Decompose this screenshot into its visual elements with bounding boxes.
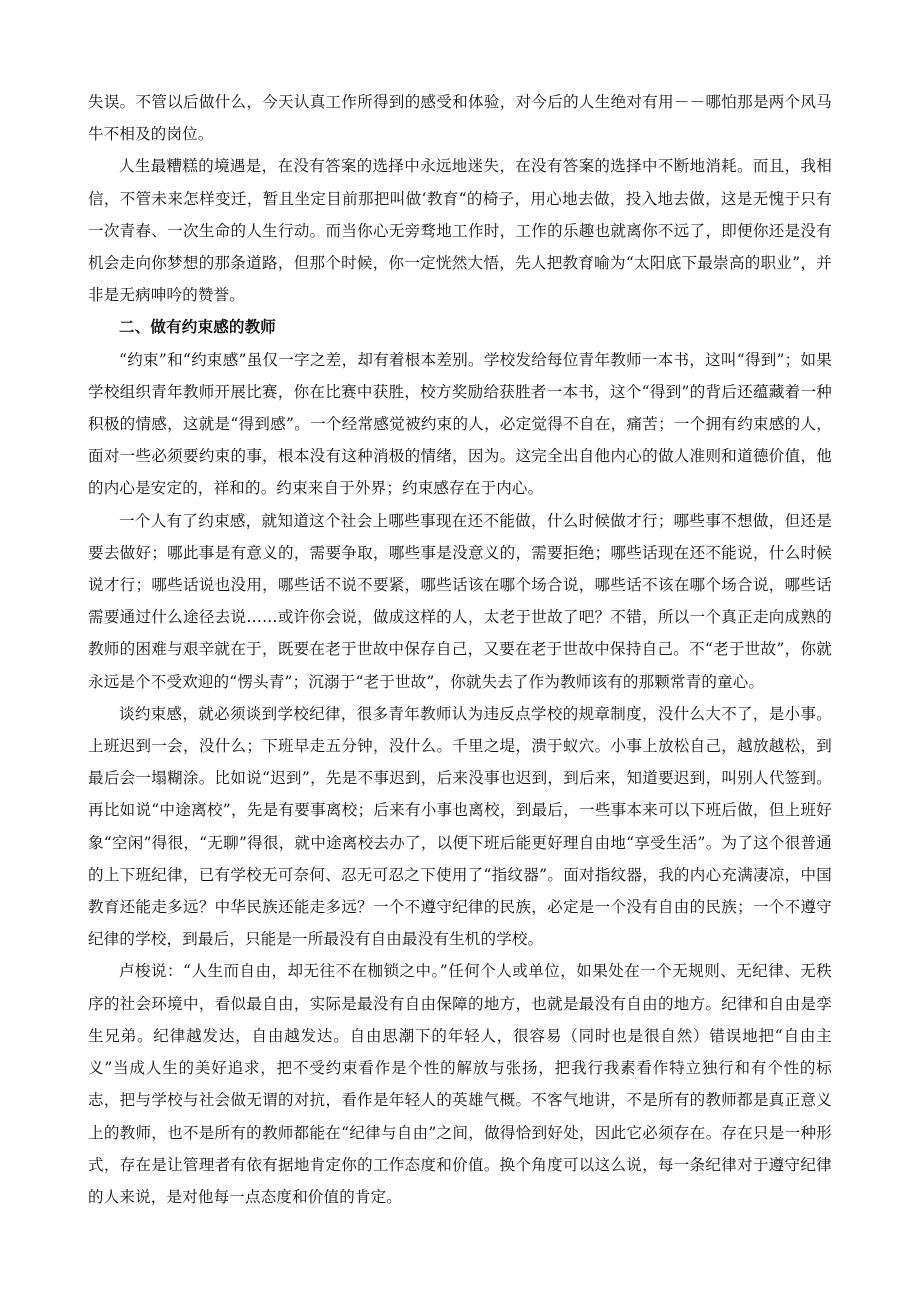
paragraph-rousseau-freedom: 卢梭说：“人生而自由，却无往不在枷锁之中。”任何个人或单位，如果处在一个无规则、无纪律、无秩序的社会环境中，看似最自由，实际是最没有自由保障的地方，也就是最没有自由的地方。纪律和自由是孪生兄弟。纪律越发达，自由越发达。自由思潮下的年轻人，很容易（同时也是很自然）错误地把“自由主义”当成人生的美好追求，把不受约束看作是个性的解放与张扬，把我行我素看作特立独行和有个性的标志，把与学校与社会做无谓的对抗，看作是年轻人的英雄气概。不客气地讲，不是所有的教师都是真正意义上的教师，也不是所有的教师都能在“纪律与自由”之间，做得恰到好处，因此它必须存在。存在只是一种形式，存在是让管理者有依有据地肯定你的工作态度和价值。换个角度可以这么说，每一条纪律对于遵守纪律的人来说，是对他每一点态度和价值的肯定。 [88,962,832,1206]
paragraph-constraint-maturity: 一个人有了约束感，就知道这个社会上哪些事现在还不能做，什么时候做才行；哪些事不想做，但还是要去做好；哪此事是有意义的，需要争取，哪些事是没意义的，需要拒绝；哪些话现在还不能说，什么时候说才行；哪些话说也没用，哪些话不说不要紧，哪些话该在哪个场合说，哪些话不该在哪个场合说，哪些话需要通过什么途径去说……或许你会说，做成这样的人，太老于世故了吧？不错，所以一个真正走向成熟的教师的困难与艰辛就在于，既要在老于世故中保存自己，又要在老于世故中保持自己。不“老于世故”，你就永远是个不受欢迎的“愣头青”；沉溺于“老于世故”，你就失去了作为教师该有的那颗常青的童心。 [88,511,832,691]
paragraph-constraint-definition: “约束”和“约束感”虽仅一字之差，却有着根本差别。学校发给每位青年教师一本书，这叫“得到”；如果学校组织青年教师开展比赛，你在比赛中获胜，校方奖励给获胜者一本书，这个“得到”的背后还蕴藏着一种积极的情感，这就是“得到感”。一个经常感觉被约束的人，必定觉得不自在，痛苦；一个拥有约束感的人，面对一些必须要约束的事，根本没有这种消极的情绪，因为。这完全出自他内心的做人准则和道德价值，他的内心是安定的，祥和的。约束来自于外界；约束感存在于内心。 [88,350,832,498]
document-page [88,86,832,1213]
paragraph-school-discipline: 谈约束感，就必须谈到学校纪律，很多青年教师认为违反点学校的规章制度，没什么大不了，是小事。上班迟到一会，没什么；下班早走五分钟，没什么。千里之堤，溃于蚁穴。小事上放松自己，越放越松，到最后会一塌糊涂。比如说“迟到”，先是不事迟到，后来没事也迟到，到后来，知道要迟到，叫别人代签到。再比如说“中途离校”，先是有要事离校；后来有小事也离校，到最后，一些事本来可以下班后做，但上班好象“空闲”得很，“无聊”得很，就中途离校去办了，以便下班后能更好理自由地“享受生活”。为了这个很普通的上下班纪律，已有学校无可奈何、忍无可忍之下使用了“指纹器”。面对指纹器，我的内心充满凄凉，中国教育还能走多远？中华民族还能走多远？一个不遵守纪律的民族，必定是一个没有自由的民族；一个不遵守纪律的学校，到最后，只能是一所最没有自由最没有生机的学校。 [88,704,832,949]
paragraph-education-choice: 人生最糟糕的境遇是，在没有答案的选择中永远地迷失，在没有答案的选择中不断地消耗。而且，我相信，不管未来怎样变迁，暂且坐定目前那把叫做‘教育“的椅子，用心地去做，投入地去做，这是无愧于只有一次青春、一次生命的人生行动。而当你心无旁骛地工作时，工作的乐趣也就离你不远了，即便你还是没有机会走向你梦想的那条道路，但那个时候，你一定恍然大悟，先人把教育喻为“太阳底下最崇高的职业”，并非是无病呻吟的赞誉。 [88,157,832,305]
section-heading: 二、做有约束感的教师 [119,318,277,337]
paragraph-continuation: 失误。不管以后做什么，今天认真工作所得到的感受和体验，对今后的人生绝对有用－－哪怕那是两个风马牛不相及的岗位。 [88,93,832,144]
